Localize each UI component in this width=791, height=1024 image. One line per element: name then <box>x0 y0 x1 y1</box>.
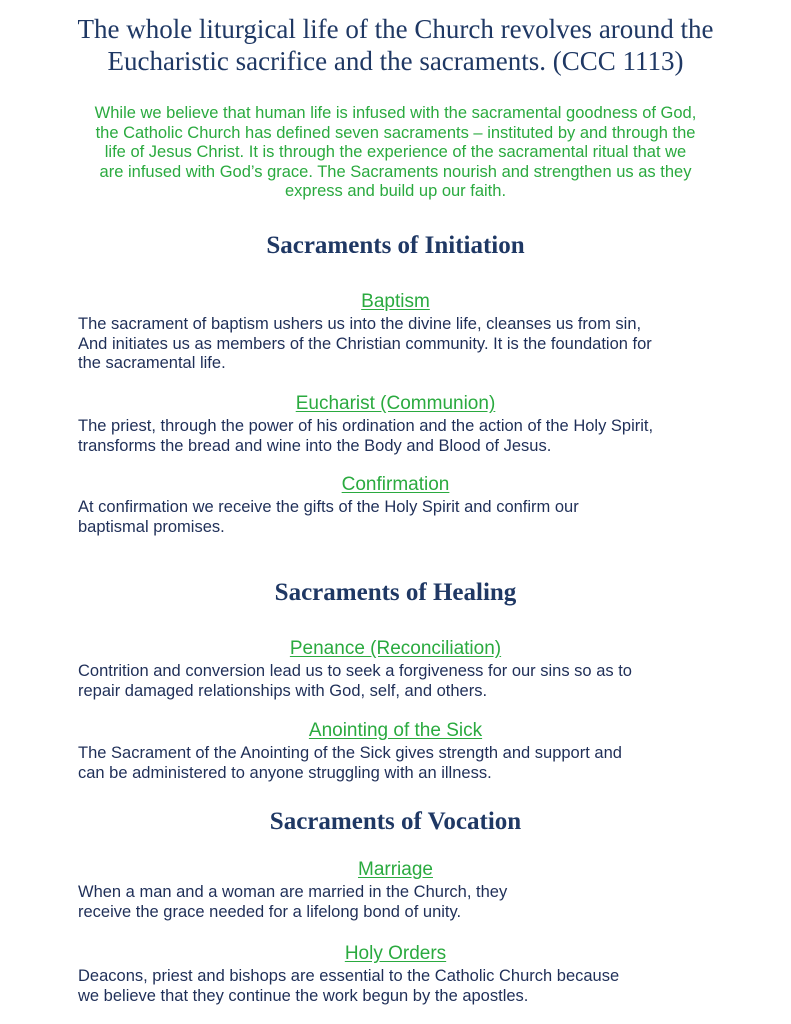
description-line: Contrition and conversion lead us to seek a forgiveness for our sins so as to <box>78 662 632 680</box>
description-line: The priest, through the power of his ordination and the action of the Holy Spirit, <box>78 417 654 435</box>
description-line: can be administered to anyone struggling with an illness. <box>78 763 492 782</box>
sacrament-description-eucharist <box>78 417 758 456</box>
intro-line: are infused with God’s grace. The Sacraments nourish and strengthen us as they <box>99 162 692 181</box>
description-line: baptismal promises. <box>78 517 225 536</box>
description-line: When a man and a woman are married in the Church, they <box>78 883 508 901</box>
description-line: receive the grace needed for a lifelong bond of unity. <box>78 902 462 921</box>
description-line: we believe that they continue the work begun by the apostles. <box>78 986 529 1005</box>
description-line: The sacrament of baptism ushers us into the divine life, cleanses us from sin, <box>78 315 642 333</box>
description-line: Deacons, priest and bishops are essential to the Catholic Church because <box>78 967 620 985</box>
sacrament-description-marriage <box>78 883 758 922</box>
intro-paragraph <box>30 104 761 202</box>
sacrament-title-confirmation: Confirmation <box>341 474 450 495</box>
sacrament-description-holy-orders <box>78 967 758 1006</box>
sacrament-description-penance <box>78 662 758 701</box>
page-title <box>20 13 771 77</box>
sacrament-title-anointing: Anointing of the Sick <box>308 720 483 741</box>
sacrament-description-confirmation <box>78 498 758 537</box>
sacrament-title-penance: Penance (Reconciliation) <box>289 638 502 659</box>
sacrament-title-holy-orders: Holy Orders <box>344 943 447 964</box>
description-line: the sacramental life. <box>78 354 226 372</box>
sacrament-description-anointing <box>78 744 758 783</box>
description-line: At confirmation we receive the gifts of the Holy Spirit and confirm our <box>78 498 579 516</box>
intro-line: While we believe that human life is infused with the sacramental goodness of God, <box>94 104 697 122</box>
sacrament-title-eucharist: Eucharist (Communion) <box>295 393 496 414</box>
description-line: The Sacrament of the Anointing of the Sick gives strength and support and <box>78 744 622 762</box>
intro-line: the Catholic Church has defined seven sacraments – instituted by and through the <box>95 123 696 142</box>
page-title-line: The whole liturgical life of the Church revolves around the <box>77 14 714 44</box>
sacrament-description-baptism <box>78 315 758 374</box>
intro-line: express and build up our faith. <box>284 182 507 200</box>
description-line: repair damaged relationships with God, self, and others. <box>78 681 488 700</box>
section-heading-vocation: Sacraments of Vocation <box>269 808 522 835</box>
page-title-line: Eucharistic sacrifice and the sacraments. (CCC 1113) <box>107 46 684 76</box>
description-line: And initiates us as members of the Christian community. It is the foundation for <box>78 334 652 353</box>
sacrament-title-marriage: Marriage <box>358 859 433 880</box>
section-heading-initiation: Sacraments of Initiation <box>266 232 525 259</box>
description-line: transforms the bread and wine into the Body and Blood of Jesus. <box>78 436 552 455</box>
sacrament-title-baptism: Baptism <box>361 291 430 312</box>
section-heading-healing: Sacraments of Healing <box>274 579 517 606</box>
intro-line: life of Jesus Christ. It is through the experience of the sacramental ritual that we <box>104 143 687 161</box>
